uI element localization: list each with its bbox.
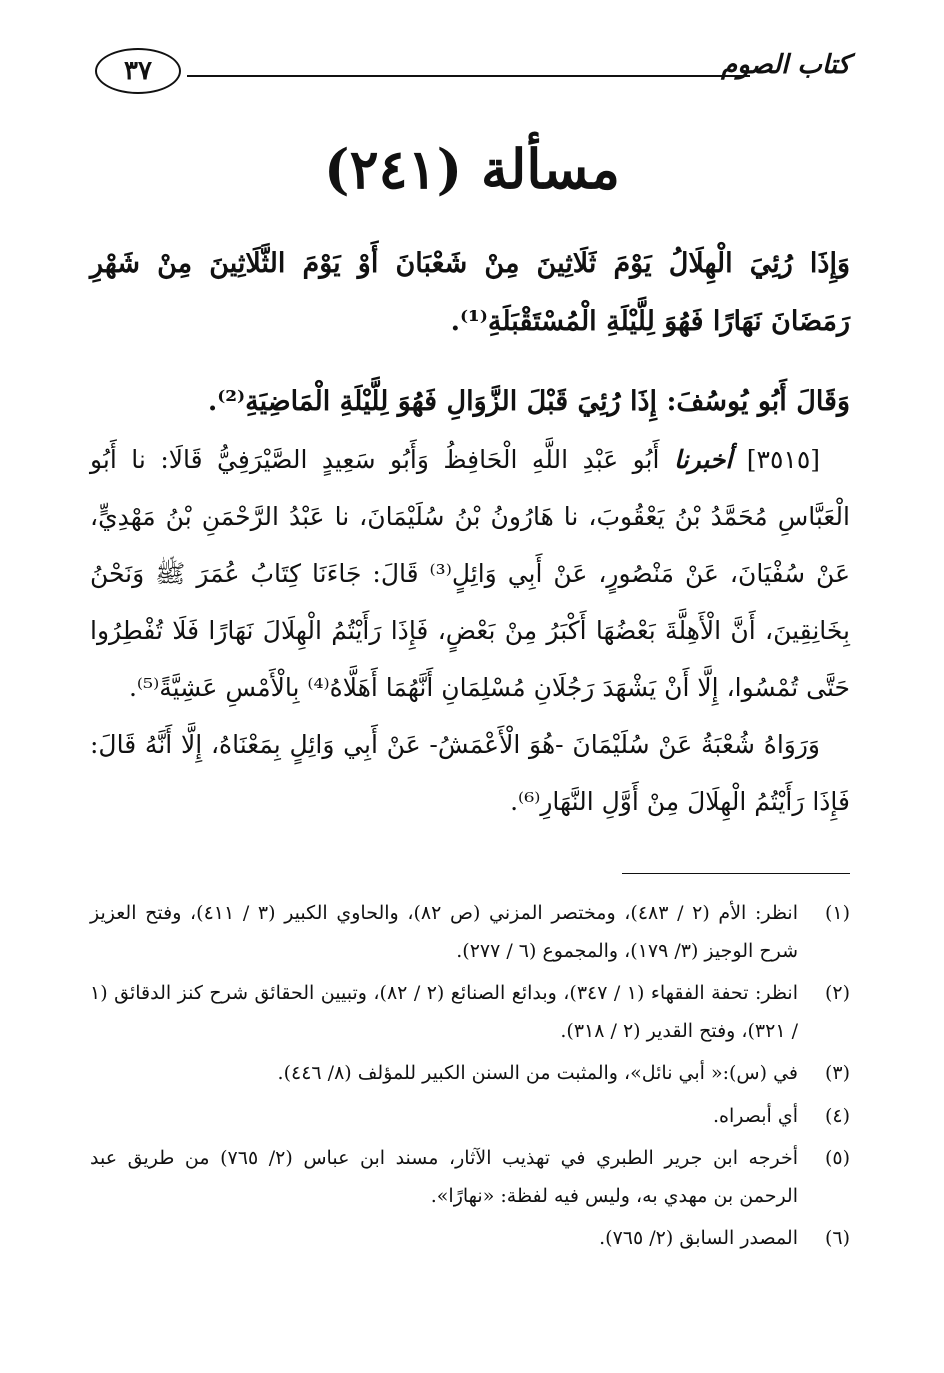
narration-number: [٣٥١٥]: [746, 445, 821, 474]
matn-paragraph: وَإِذَا رُئِيَ الْهِلَالُ يَوْمَ ثَلَاثِينَ مِنْ شَعْبَانَ أَوْ يَوْمَ الثَّلَاثِينَ مِنْ شَهْرِ رَمَضَانَ نَهَارًا فَهُوَ لِلَّيْلَةِ الْمُسْتَقْبَلَةِ⁽¹⁾.: [90, 248, 850, 337]
footnote: [90, 1220, 850, 1258]
issue-heading: مسألة (٢٤١): [324, 137, 620, 201]
footnote-number: (٢): [824, 982, 850, 1004]
footnote: [90, 1140, 850, 1215]
page-number-badge: [95, 48, 181, 94]
akhbarana-word: أخبرنا: [673, 445, 733, 474]
footnote: [90, 975, 850, 1050]
narration-text: أَبُو عَبْدِ اللَّهِ الْحَافِظُ وَأَبُو سَعِيدٍ الصَّيْرَفِيُّ قَالَا: نا أَبُو الْعَبَّاسِ مُحَمَّدُ بْنُ يَعْقُوبَ، نا هَارُونُ بْنُ سُلَيْمَانَ، نا عَبْدُ الرَّحْمَنِ بْنُ مَهْدِيٍّ، عَنْ سُفْيَانَ، عَنْ مَنْصُورٍ، عَنْ أَبِي وَائِلٍ⁽³⁾ قَالَ: جَاءَنَا كِتَابُ عُمَرَ ﷺ وَنَحْنُ بِخَانِقِينَ، أَنَّ الْأَهِلَّةَ بَعْضُهَا أَكْبَرُ مِنْ بَعْضٍ، فَإِذَا رَأَيْتُمُ الْهِلَالَ نَهَارًا فَلَا تُفْطِرُوا حَتَّى تُمْسُوا، إِلَّا أَنْ يَشْهَدَ رَجُلَانِ مُسْلِمَانِ أَنَّهُمَا أَهَلَّاهُ⁽⁴⁾ بِالْأَمْسِ عَشِيَّةً⁽⁵⁾.: [90, 445, 850, 702]
footnote: [90, 1098, 850, 1136]
narration-paragraph: [90, 431, 850, 716]
footnote: [90, 895, 850, 970]
book-title: كتاب الصوم: [721, 50, 850, 80]
footnote: [90, 1055, 850, 1093]
main-text: [90, 235, 850, 830]
footnote-number: (١): [824, 902, 850, 924]
footnote-text: انظر: الأم (٢ / ٤٨٣)، ومختصر المزني (ص ٨٢)، والحاوي الكبير (٣ / ٤١١)، وفتح العزيز شرح الوجيز (٣/ ١٧٩)، والمجموع (٦ / ٢٧٧).: [90, 902, 798, 962]
footnote-text: انظر: تحفة الفقهاء (١ / ٣٤٧)، وبدائع الصنائع (٢ / ٨٢)، وتبيين الحقائق شرح كنز الدقائق (١ / ٣٢١)، وفتح القدير (٢ / ٣١٨).: [90, 982, 798, 1042]
footnote-number: (٣): [824, 1062, 850, 1084]
page-header: [95, 48, 850, 102]
footnote-text: المصدر السابق (٢/ ٧٦٥).: [599, 1227, 798, 1249]
footnote-number: (٥): [824, 1147, 850, 1169]
second-narration-paragraph: وَرَوَاهُ شُعْبَةُ عَنْ سُلَيْمَانَ -هُوَ الْأَعْمَشُ- عَنْ أَبِي وَائِلٍ بِمَعْنَاهُ، إِلَّا أَنَّهُ قَالَ: فَإِذَا رَأَيْتُمُ الْهِلَالَ مِنْ أَوَّلِ النَّهَارِ⁽⁶⁾.: [90, 730, 850, 816]
footnote-text: أخرجه ابن جرير الطبري في تهذيب الآثار، مسند ابن عباس (٢/ ٧٦٥) من طريق عبد الرحمن بن مهدي به، وليس فيه لفظة: «نهارًا».: [90, 1147, 798, 1207]
footnote-text: أي أبصراه.: [713, 1104, 798, 1127]
footnote-separator: [622, 873, 850, 874]
page-number: ٣٧: [124, 56, 152, 86]
abu-yusuf-paragraph: وَقَالَ أَبُو يُوسُفَ: إِذَا رُئِيَ قَبْلَ الزَّوَالِ فَهُوَ لِلَّيْلَةِ الْمَاضِيَةِ⁽²⁾.: [207, 386, 850, 417]
footnote-text: في (س):« أبي نائل»، والمثبت من السنن الكبير للمؤلف (٨/ ٤٤٦).: [277, 1062, 798, 1084]
footnotes: [90, 895, 850, 1263]
header-rule: [187, 75, 750, 77]
footnote-number: (٤): [824, 1104, 850, 1127]
footnote-number: (٦): [824, 1227, 850, 1249]
